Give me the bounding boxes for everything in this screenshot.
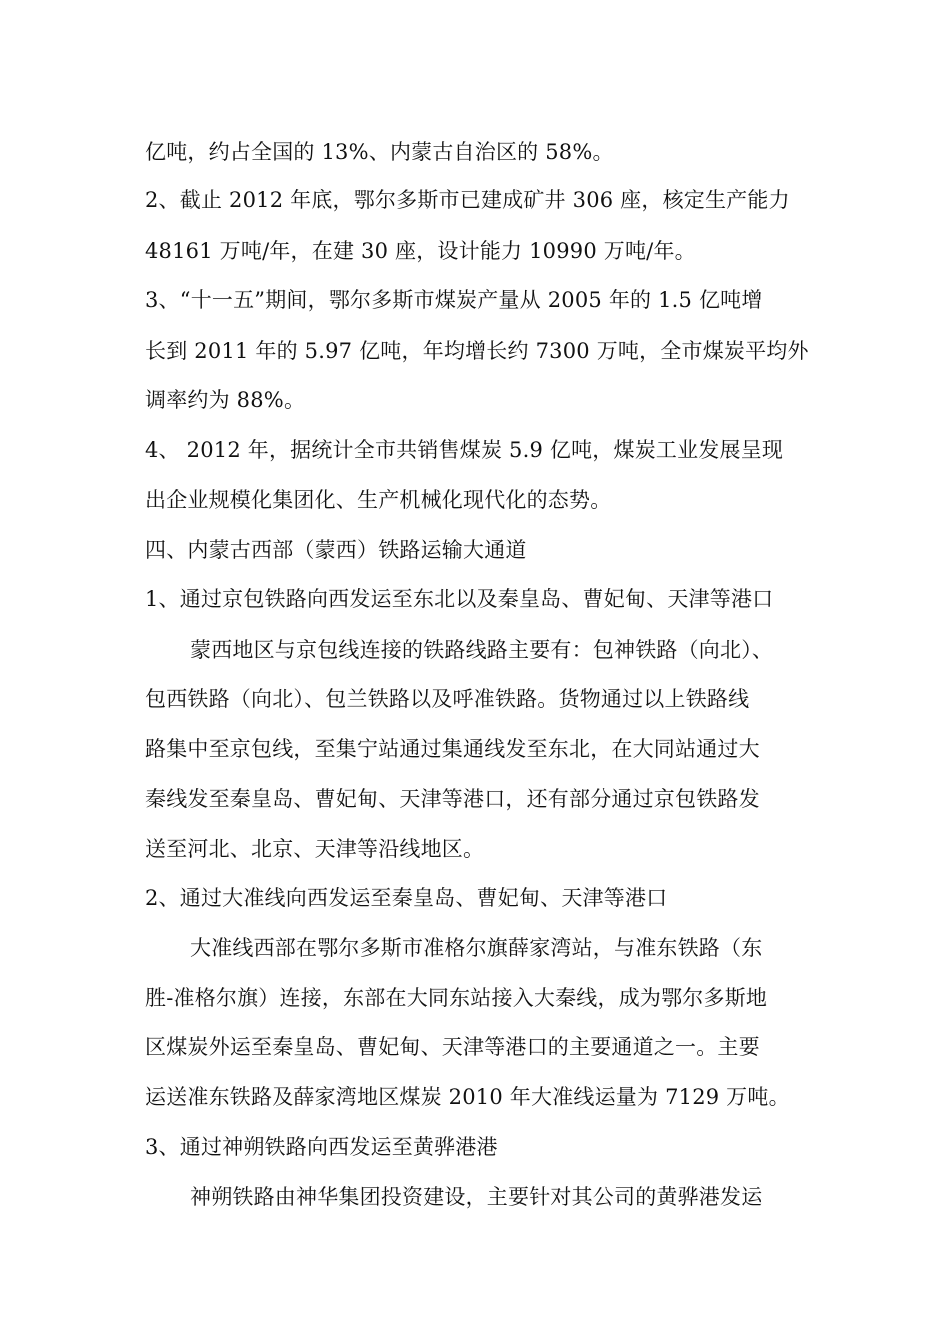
text-line: 2、截止 2012 年底，鄂尔多斯市已建成矿井 306 座，核定生产能力 bbox=[145, 188, 790, 212]
text-line: 4、 2012 年，据统计全市共销售煤炭 5.9 亿吨，煤炭工业发展呈现 bbox=[145, 438, 784, 462]
subsection-heading: 2、通过大准线向西发运至秦皇岛、曹妃甸、天津等港口 bbox=[145, 886, 668, 910]
text-line: 48161 万吨/年，在建 30 座，设计能力 10990 万吨/年。 bbox=[145, 239, 696, 263]
text-line: 秦线发至秦皇岛、曹妃甸、天津等港口，还有部分通过京包铁路发 bbox=[145, 787, 760, 811]
text-line: 神朔铁路由神华集团投资建设，主要针对其公司的黄骅港发运 bbox=[190, 1185, 763, 1209]
subsection-heading: 1、通过京包铁路向西发运至东北以及秦皇岛、曹妃甸、天津等港口 bbox=[145, 587, 774, 611]
text-line: 出企业规模化集团化、生产机械化现代化的态势。 bbox=[145, 488, 612, 512]
text-line: 亿吨，约占全国的 13%、内蒙古自治区的 58%。 bbox=[145, 140, 614, 164]
text-line: 长到 2011 年的 5.97 亿吨，年均增长约 7300 万吨，全市煤炭平均外 bbox=[145, 339, 809, 363]
text-line: 3、“十一五”期间，鄂尔多斯市煤炭产量从 2005 年的 1.5 亿吨增 bbox=[145, 288, 763, 312]
text-line: 调率约为 88%。 bbox=[145, 388, 306, 412]
text-line: 蒙西地区与京包线连接的铁路线路主要有：包神铁路（向北）、 bbox=[190, 638, 774, 662]
text-line: 区煤炭外运至秦皇岛、曹妃甸、天津等港口的主要通道之一。主要 bbox=[145, 1035, 760, 1059]
text-line: 包西铁路（向北）、包兰铁路以及呼准铁路。货物通过以上铁路线 bbox=[145, 687, 750, 711]
subsection-heading: 3、通过神朔铁路向西发运至黄骅港港 bbox=[145, 1135, 498, 1159]
text-line: 大准线西部在鄂尔多斯市准格尔旗薛家湾站，与准东铁路（东 bbox=[190, 936, 763, 960]
section-heading: 四、内蒙古西部（蒙西）铁路运输大通道 bbox=[145, 538, 527, 562]
text-line: 胜-准格尔旗）连接，东部在大同东站接入大秦线，成为鄂尔多斯地 bbox=[145, 986, 768, 1010]
text-line: 送至河北、北京、天津等沿线地区。 bbox=[145, 837, 485, 861]
text-line: 路集中至京包线，至集宁站通过集通线发至东北，在大同站通过大 bbox=[145, 737, 760, 761]
text-line: 运送准东铁路及薛家湾地区煤炭 2010 年大准线运量为 7129 万吨。 bbox=[145, 1085, 790, 1109]
